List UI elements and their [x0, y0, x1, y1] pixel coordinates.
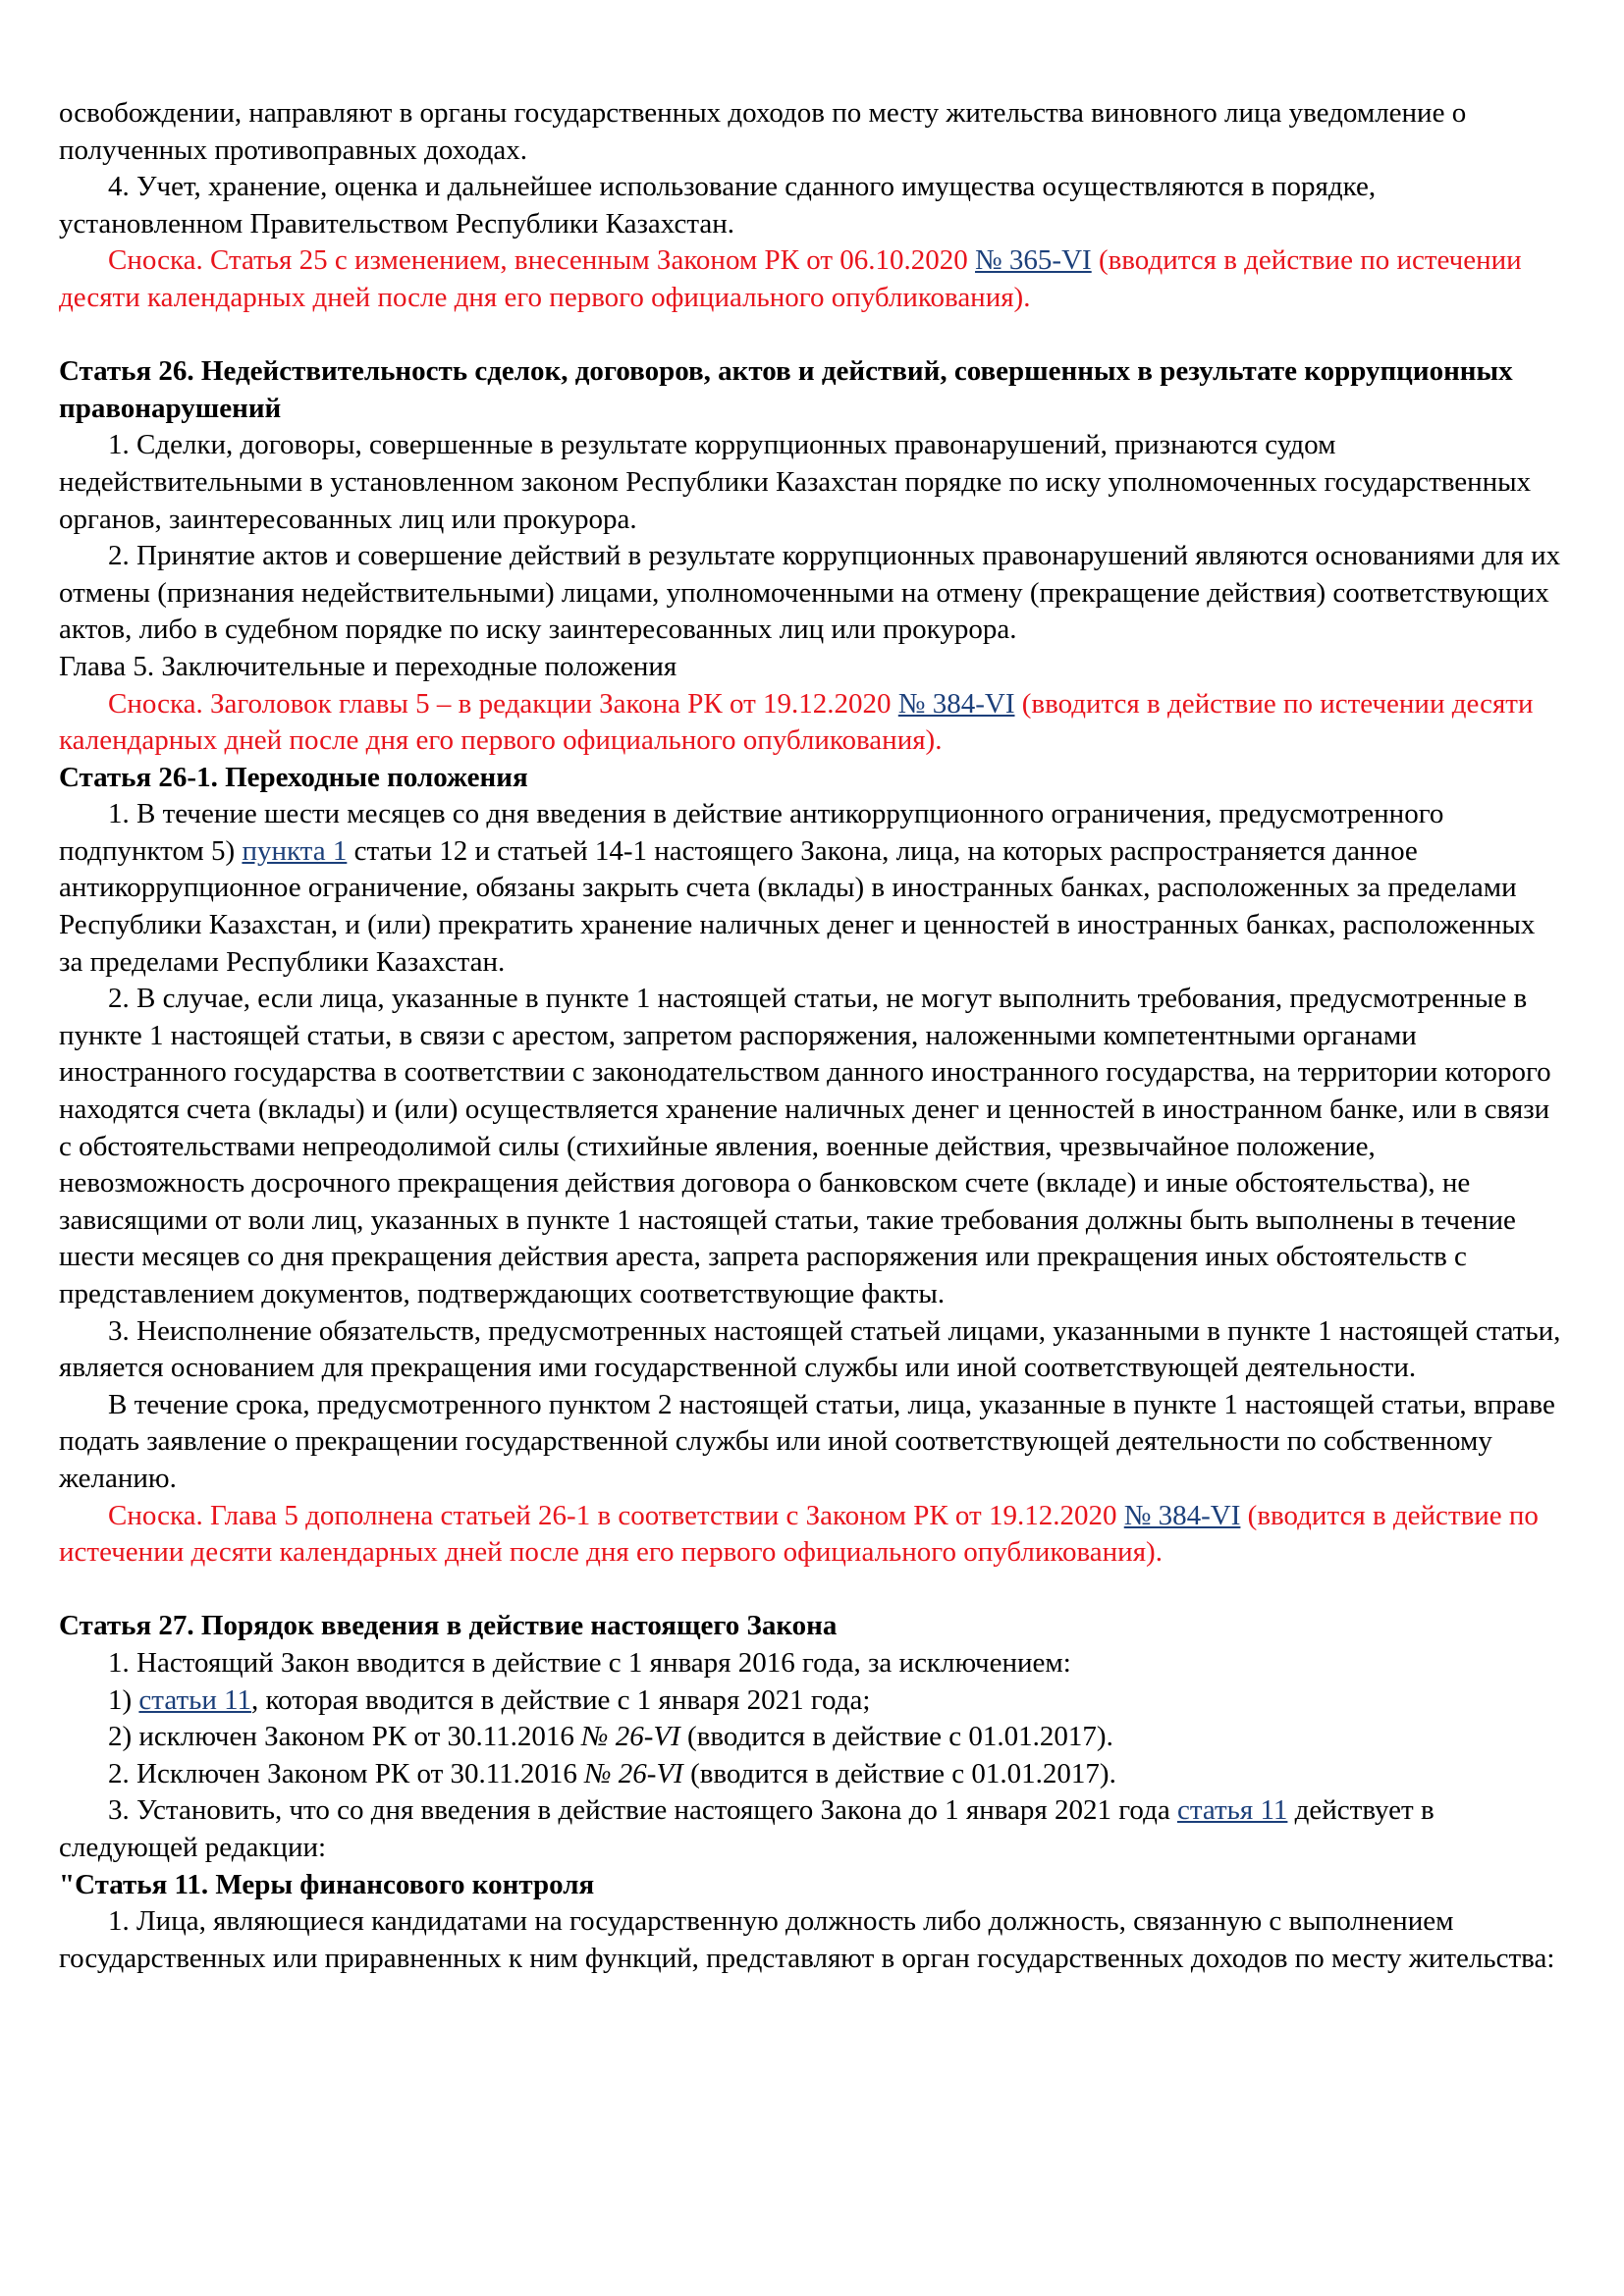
subparagraph: 1) статьи 11, которая вводится в действие с 1 января 2021 года; — [108, 1683, 871, 1716]
footnote-chapter-5: Сноска. Заголовок главы 5 – в редакции Закона РК от 19.12.2020 № 384-VI (вводится в действие по истечении десяти календарных дней после дня его первого официального опубликования). — [59, 687, 1534, 757]
article-12-link[interactable]: пункта 1 — [242, 834, 348, 867]
footnote-article-26-1: Сноска. Глава 5 дополнена статьей 26-1 в соответствии с Законом РК от 19.12.2020 № 384-VI (вводится в действие по истечении десяти календарных дней после дня его первого официального опубликования). — [59, 1499, 1539, 1569]
article-26-1-heading: Статья 26-1. Переходные положения — [59, 761, 528, 793]
paragraph: 4. Учет, хранение, оценка и дальнейшее использование сданного имущества осуществляются в порядке, установленном Правительством Республики Казахстан. — [59, 171, 1377, 240]
paragraph: 1. Сделки, договоры, совершенные в результате коррупционных правонарушений, признаются судом недействительными в установленном законом Республики Казахстан порядке по иску уполномоченных государственных органов, заинтересованных лиц или прокурора. — [59, 429, 1532, 535]
chapter-5-heading: Глава 5. Заключительные и переходные положения — [59, 650, 677, 682]
spacer — [59, 1572, 1565, 1609]
article-27-heading: Статья 27. Порядок введения в действие настоящего Закона — [59, 1610, 838, 1642]
paragraph: 2. Исключен Законом РК от 30.11.2016 № 26-VI (вводится в действие с 01.01.2017). — [108, 1757, 1116, 1789]
law-link[interactable]: № 365-VI — [975, 244, 1092, 277]
paragraph: 1. Настоящий Закон вводится в действие с 1 января 2016 года, за исключением: — [108, 1646, 1071, 1679]
article-26-heading: Статья 26. Недействительность сделок, договоров, актов и действий, совершенных в результате коррупционных правонарушений — [59, 355, 1513, 424]
paragraph: В течение срока, предусмотренного пунктом 2 настоящей статьи, лица, указанные в пункте 1 настоящей статьи, вправе подать заявление о прекращении государственной службы или иной соответствующей деятельности по собственному желанию. — [59, 1388, 1555, 1494]
footnote-article-25: Сноска. Статья 25 с изменением, внесенным Законом РК от 06.10.2020 № 365-VI (вводится в действие по истечении десяти календарных дней после дня его первого официального опубликования). — [59, 244, 1522, 313]
paragraph: 1. В течение шести месяцев со дня введения в действие антикоррупционного ограничения, предусмотренного подпунктом 5) пункта 1 статьи 12 и статьей 14-1 настоящего Закона, лица, на которых распространяется данное антикоррупционное ограничение, обязаны закрыть счета (вклады) в иностранных банках, расположенных за пределами Республики Казахстан, и (или) прекратить хранение наличных денег и ценностей в иностранных банках, расположенных за пределами Республики Казахстан. — [59, 798, 1536, 978]
paragraph: 1. Лица, являющиеся кандидатами на государственную должность либо должность, связанную с выполнением государственных или приравненных к ним функций, представляют в орган государственных доходов по месту жительства: — [59, 1905, 1555, 1974]
paragraph: 2. В случае, если лица, указанные в пункте 1 настоящей статьи, не могут выполнить требования, предусмотренные в пункте 1 настоящей статьи, в связи с арестом, запретом распоряжения, наложенными компетентными органами иностранного государства в соответствии с законодательством данного иностранного государства, на территории которого находятся счета (вклады) и (или) осуществляется хранение наличных денег и ценностей в иностранном банке, или в связи с обстоятельствами непреодолимой силы (стихийные явления, военные действия, чрезвычайное положение, невозможность досрочного прекращения действия договора о банковском счете (вкладе) и иные обстоятельства), не зависящими от воли лиц, указанных в пункте 1 настоящей статьи, такие требования должны быть выполнены в течение шести месяцев со дня прекращения действия ареста, запрета распоряжения или прекращения иных обстоятельств с представлением документов, подтверждающих соответствующие факты. — [59, 983, 1551, 1309]
paragraph: 3. Установить, что со дня введения в действие настоящего Закона до 1 января 2021 года статья 11 действует в следующей редакции: — [59, 1794, 1435, 1863]
article-11-link[interactable]: статьи 11 — [138, 1683, 252, 1716]
spacer — [59, 317, 1565, 354]
paragraph: освобождении, направляют в органы государственных доходов по месту жительства виновного лица уведомление о полученных противоправных доходах. — [59, 97, 1467, 166]
paragraph: 3. Неисполнение обязательств, предусмотренных настоящей статьей лицами, указанными в пункте 1 настоящей статьи, является основанием для прекращения ими государственной службы или иной соответствующей деятельности. — [59, 1314, 1561, 1384]
law-link[interactable]: № 384-VI — [1123, 1499, 1241, 1531]
subparagraph: 2) исключен Законом РК от 30.11.2016 № 26-VI (вводится в действие с 01.01.2017). — [108, 1721, 1113, 1753]
paragraph: 2. Принятие актов и совершение действий в результате коррупционных правонарушений являются основаниями для их отмены (признания недействительными) лицами, уполномоченными на отмену (прекращение действия) соответствующих актов, либо в судебном порядке по иску заинтересованных лиц или прокурора. — [59, 540, 1561, 646]
law-link[interactable]: № 384-VI — [897, 687, 1015, 720]
article-11-link[interactable]: статья 11 — [1176, 1794, 1288, 1827]
article-11-heading: "Статья 11. Меры финансового контроля — [59, 1868, 595, 1900]
